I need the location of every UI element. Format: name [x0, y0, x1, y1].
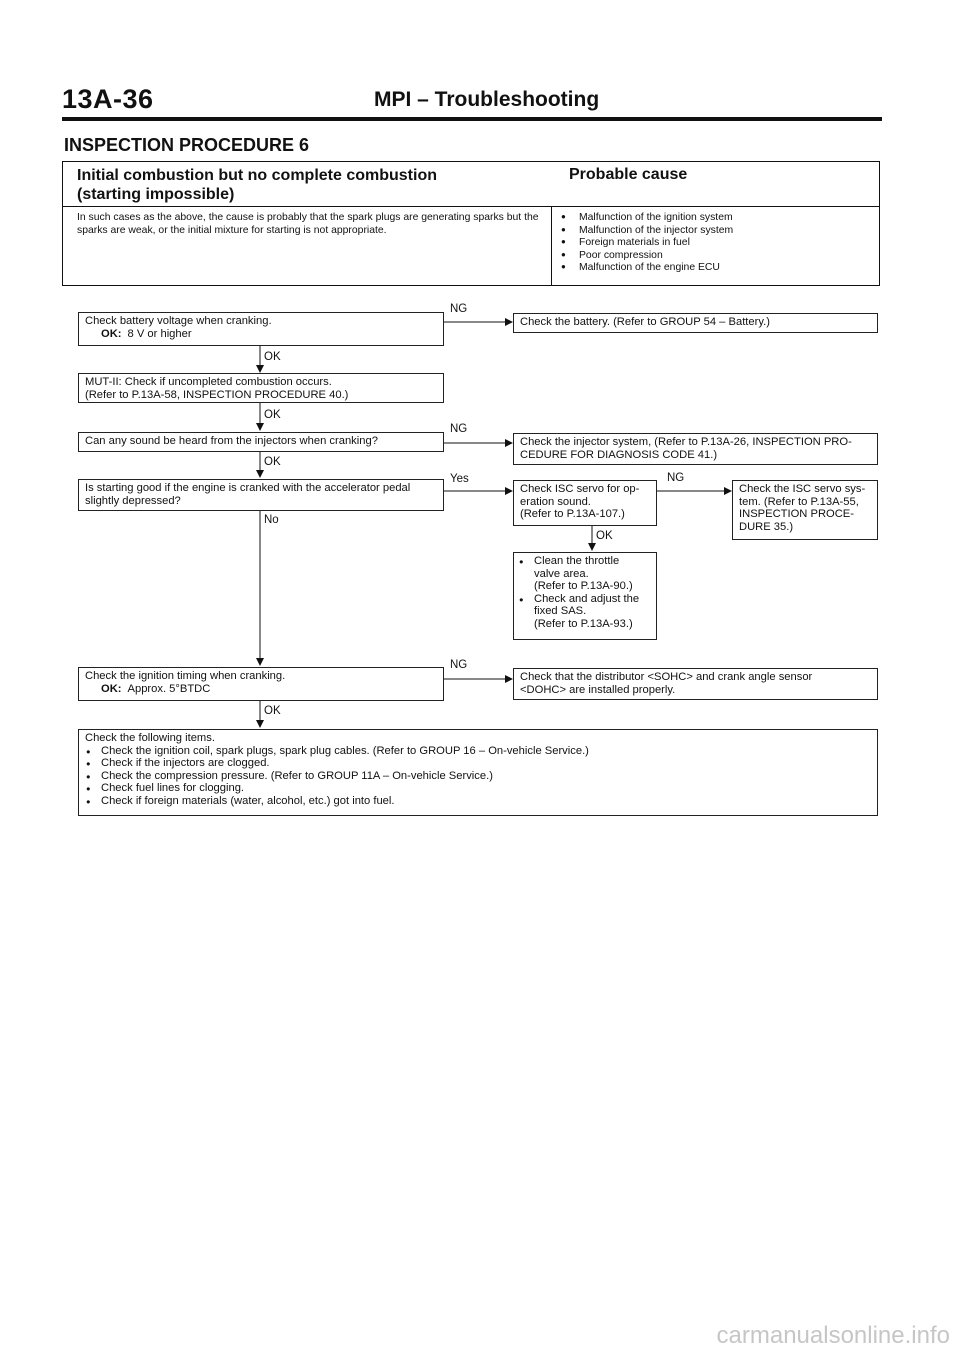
- cause-item: ● Poor compression: [561, 249, 733, 262]
- list-item: ● Check if the injectors are clogged.: [85, 757, 871, 770]
- step-text: DURE 35.): [739, 520, 794, 533]
- list-item: ● Check the ignition coil, spark plugs, spark plug cables. (Refer to GROUP 16 – On-vehicle Service.): [85, 745, 871, 758]
- step-text: (Refer to P.13A-58, INSPECTION PROCEDURE 40.): [85, 388, 349, 401]
- step-text: Check the ignition timing when cranking.: [85, 670, 286, 682]
- item-text: Check and adjust the: [534, 592, 640, 605]
- step-text: Check battery voltage when cranking.: [85, 315, 272, 327]
- yes-label: Yes: [450, 473, 469, 485]
- mut-ii-check: [78, 373, 444, 403]
- page-number: 13A-36: [62, 84, 154, 114]
- check-injector-system-box: [513, 433, 878, 465]
- section-title: INSPECTION PROCEDURE 6: [64, 135, 310, 155]
- check-battery-box: Check the battery. (Refer to GROUP 54 – Battery.): [513, 313, 878, 333]
- ok-value: Approx. 5°BTDC: [127, 682, 211, 695]
- item-text: (Refer to P.13A-93.): [534, 617, 633, 630]
- ok-label: OK: [264, 705, 281, 717]
- list-item: [518, 555, 650, 593]
- ok-label: OK: [264, 351, 281, 363]
- ok-label: OK:: [101, 327, 122, 340]
- step-text: (Refer to P.13A-107.): [520, 508, 625, 521]
- probable-cause-title: Probable cause: [569, 166, 688, 183]
- throttle-sas-box: [513, 552, 657, 640]
- page-title: MPI – Troubleshooting: [374, 88, 600, 111]
- symptom-title-line1: Initial combustion but no complete combustion: [77, 167, 437, 184]
- step-text: Check the following items.: [85, 732, 215, 744]
- accelerator-pedal-check: [78, 479, 444, 511]
- symptom-title-line2: (starting impossible): [77, 186, 235, 203]
- injector-sound-check: Can any sound be heard from the injectors when cranking?: [78, 432, 444, 452]
- ok-label: OK:: [101, 682, 122, 695]
- battery-voltage-check: [78, 312, 444, 346]
- cause-item: ● Malfunction of the ignition system: [561, 211, 733, 224]
- ok-label: OK: [596, 530, 613, 542]
- list-item: ● Check if foreign materials (water, alcohol, etc.) got into fuel.: [85, 795, 871, 808]
- isc-servo-sound-check: [513, 480, 657, 526]
- step-text: slightly depressed?: [85, 494, 181, 507]
- step-text: CEDURE FOR DIAGNOSIS CODE 41.): [520, 448, 718, 461]
- ng-label: NG: [667, 472, 685, 484]
- step-text: tem. (Refer to P.13A-55,: [739, 495, 859, 508]
- step-text: Check that the distributor <SOHC> and crank angle sensor: [520, 671, 813, 683]
- list-item: ● Check the compression pressure. (Refer to GROUP 11A – On-vehicle Service.): [85, 770, 871, 783]
- final-checks-box: [78, 729, 878, 816]
- step-text: Check the injector system, (Refer to P.13A-26, INSPECTION PRO-: [520, 436, 852, 448]
- item-text: fixed SAS.: [534, 605, 587, 618]
- step-text: Check the ISC servo sys-: [739, 483, 866, 495]
- no-label: No: [264, 514, 279, 526]
- ng-label: NG: [450, 303, 468, 315]
- isc-servo-system-box: [732, 480, 878, 540]
- step-text: <DOHC> are installed properly.: [520, 683, 676, 696]
- cause-item: ● Foreign materials in fuel: [561, 236, 733, 249]
- cause-item: ● Malfunction of the engine ECU: [561, 261, 733, 274]
- ignition-timing-check: [78, 667, 444, 701]
- ok-label: OK: [264, 409, 281, 421]
- item-text: valve area.: [534, 567, 589, 580]
- step-text: eration sound.: [520, 495, 591, 508]
- ok-label: OK: [264, 456, 281, 468]
- item-text: Clean the throttle: [534, 555, 620, 567]
- step-text: Check ISC servo for op-: [520, 483, 640, 495]
- distributor-sensor-box: [513, 668, 878, 700]
- list-item: [518, 593, 650, 631]
- step-text: MUT-II: Check if uncompleted combustion occurs.: [85, 376, 332, 388]
- step-text: INSPECTION PROCE-: [739, 508, 854, 521]
- step-text: Is starting good if the engine is cranked with the accelerator pedal: [85, 482, 411, 494]
- ng-label: NG: [450, 659, 468, 671]
- ok-value: 8 V or higher: [127, 327, 192, 340]
- symptom-description: In such cases as the above, the cause is probably that the spark plugs are generating sparks but the sparks are weak, or the initial mixture for starting is not appropriate.: [77, 212, 539, 236]
- cause-item: ● Malfunction of the injector system: [561, 224, 733, 237]
- watermark: carmanualsonline.info: [716, 1322, 950, 1349]
- list-item: ● Check fuel lines for clogging.: [85, 782, 871, 795]
- ng-label: NG: [450, 423, 468, 435]
- item-text: (Refer to P.13A-90.): [534, 580, 633, 593]
